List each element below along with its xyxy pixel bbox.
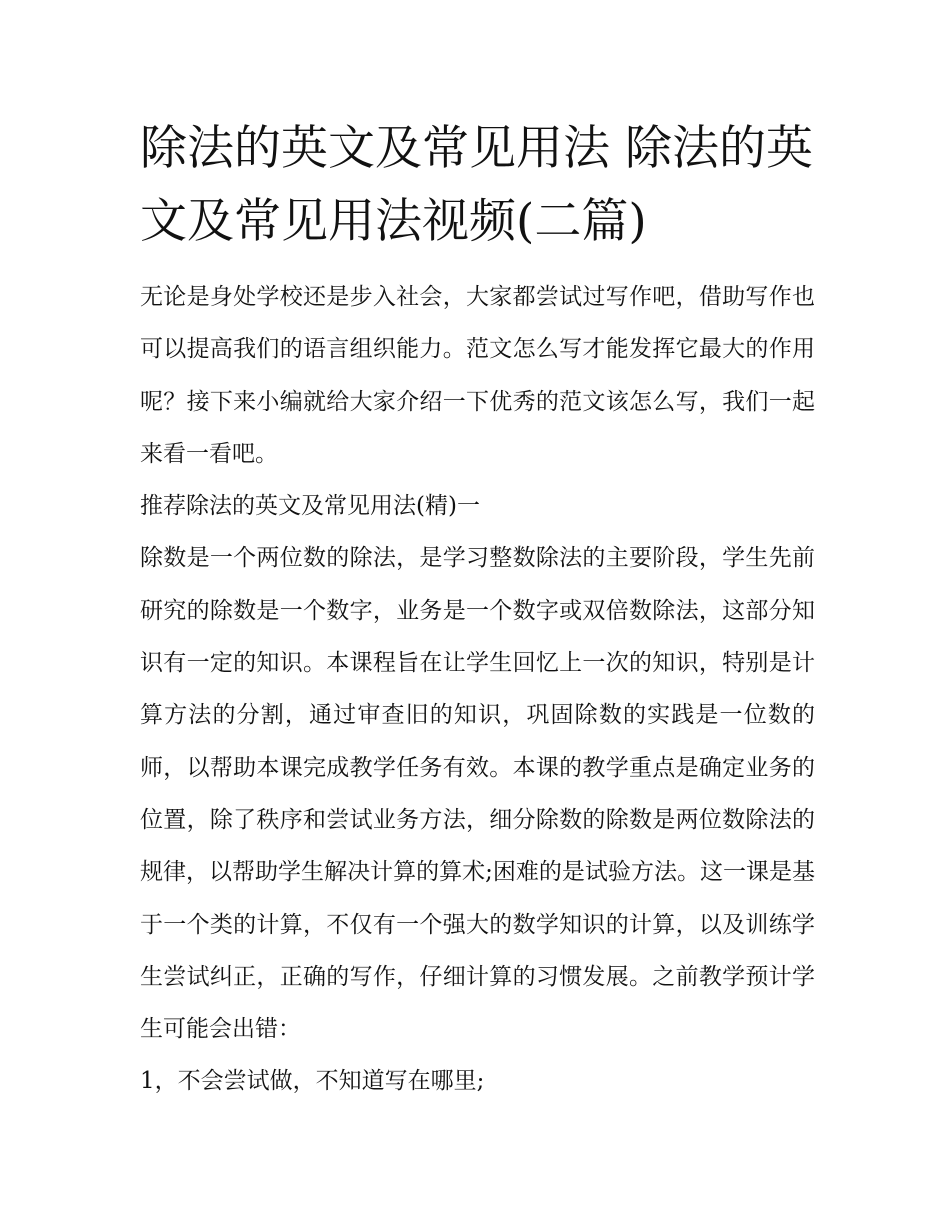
list-item: 1，不会尝试做，不知道写在哪里; xyxy=(140,1068,485,1095)
section-heading: 推荐除法的英文及常见用法(精)一 xyxy=(140,493,480,520)
intro-paragraph: 无论是身处学校还是步入社会，大家都尝试过写作吧，借助写作也可以提高我们的语言组织能力。范文怎么写才能发挥它最大的作用呢？接下来小编就给大家介绍一下优秀的范文该怎么写，我们一起来看一看吧。 xyxy=(140,284,815,467)
document-page xyxy=(140,112,815,1108)
body-paragraph: 除数是一个两位数的除法，是学习整数除法的主要阶段，学生先前研究的除数是一个数字，业务是一个数字或双倍数除法，这部分知识有一定的知识。本课程旨在让学生回忆上一次的知识，特别是计算方法的分割，通过审查旧的知识，巩固除数的实践是一位数的师，以帮助本课完成教学任务有效。本课的教学重点是确定业务的位置，除了秩序和尝试业务方法，细分除数的除数是两位数除法的规律，以帮助学生解决计算的算术;困难的是试验方法。这一课是基于一个类的计算，不仅有一个强大的数学知识的计算，以及训练学生尝试纠正，正确的写作，仔细计算的习惯发展。之前教学预计学生可能会出错： xyxy=(140,545,815,1043)
document-title: 除法的英文及常见用法 除法的英文及常见用法视频(二篇) xyxy=(140,121,813,249)
